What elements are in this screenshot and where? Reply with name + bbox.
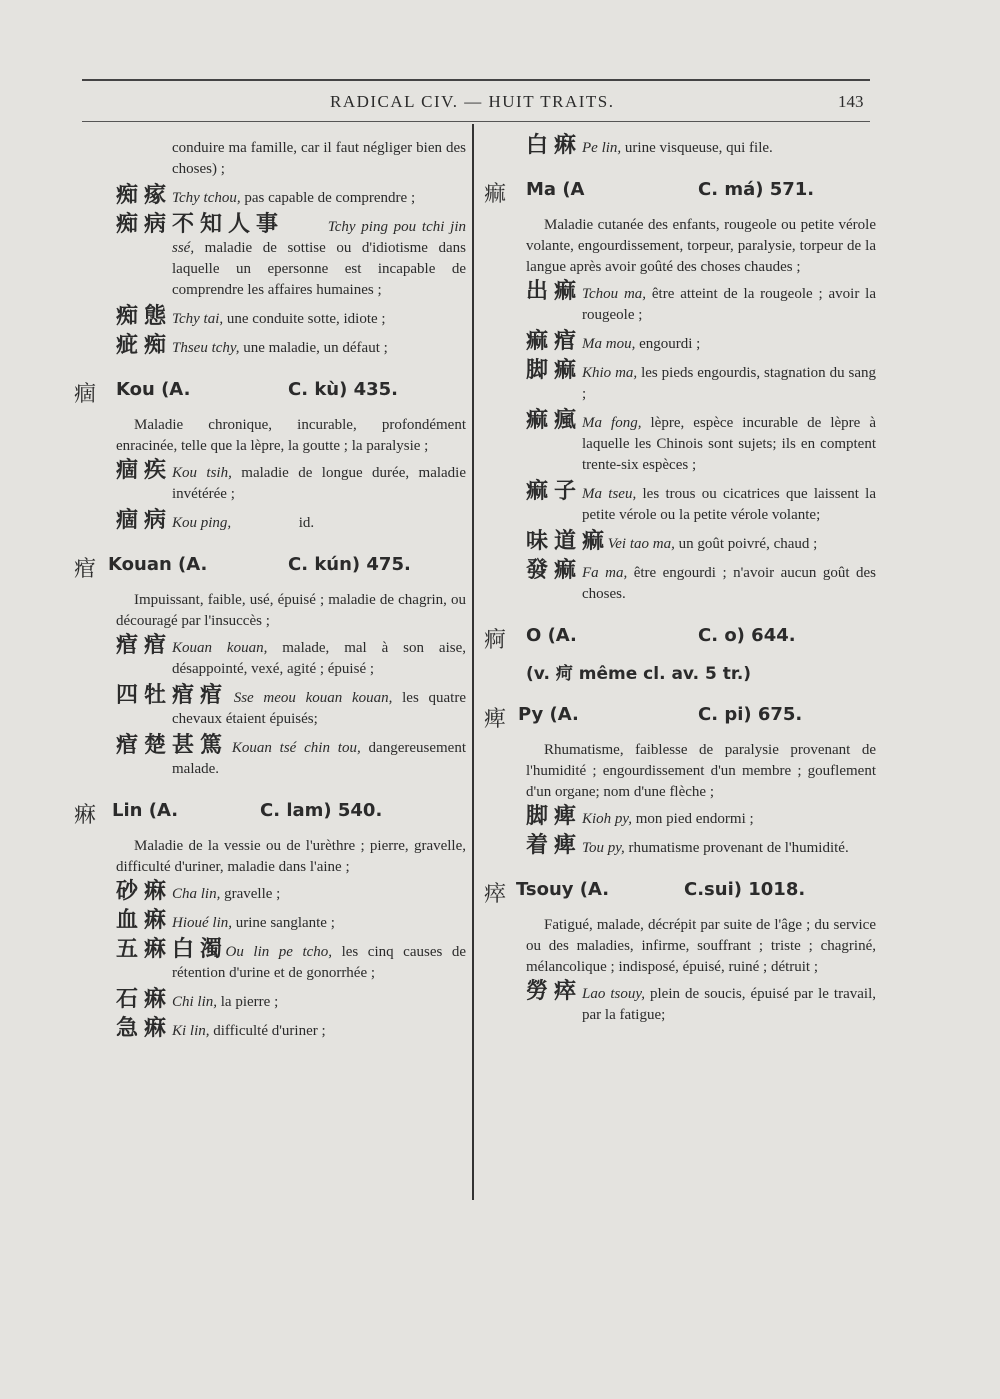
gloss: urine visqueuse, qui file. — [624, 140, 773, 156]
compound-chars: 發痲 — [526, 558, 583, 583]
compound-chars: 痴態 — [116, 304, 173, 329]
compound-chars: 出痲 — [526, 279, 583, 304]
head-character: 痳 — [74, 803, 97, 828]
compound-chars: 痲痯 — [526, 329, 583, 354]
compound-entry — [484, 979, 876, 1026]
compound-entry — [74, 458, 466, 505]
head-character: 痯 — [74, 557, 97, 582]
head-code: C. kù) 435. — [288, 379, 399, 400]
compound-entry — [484, 408, 876, 476]
gloss: lèpre, espèce incurable de lèpre à laquelle les Chinois sont sujets; ils en comptent trente-six espèces ; — [582, 415, 876, 473]
gloss: la pierre ; — [220, 994, 279, 1010]
romanization: Kou ping, — [172, 515, 232, 531]
compound-entry — [484, 529, 876, 555]
head-title: O (A. — [526, 625, 577, 646]
compound-chars: 着痺 — [526, 833, 583, 858]
compound-chars: 疵痴 — [116, 333, 173, 358]
gloss: difficulté d'uriner ; — [213, 1023, 326, 1039]
right-column — [484, 133, 877, 1034]
romanization: Ki lin, — [172, 1023, 210, 1039]
cross-reference: (v. 疴 même cl. av. 5 tr.) — [526, 664, 752, 684]
head-character: 痺 — [484, 707, 507, 732]
definition: Maladie cutanée des enfants, rougeole ou petite vérole volante, engourdissement, torpeur, paralysie, torpeur de la langue après avoir goûté des choses chaudes ; — [526, 217, 876, 275]
compound-chars: 痲子 — [526, 479, 583, 504]
romanization: Fa ma, — [582, 565, 628, 581]
romanization: Vei tao ma, — [607, 536, 675, 552]
compound-chars: 痲瘋 — [526, 408, 583, 433]
compound-chars: 痴病不知人事 — [116, 212, 285, 237]
head-title: Py (A. — [518, 704, 579, 725]
romanization: Ma fong, — [582, 415, 642, 431]
gloss: être engourdi ; n'avoir aucun goût des choses. — [582, 565, 877, 602]
compound-entry — [74, 304, 466, 330]
romanization: Lao tsouy, — [582, 986, 645, 1002]
romanization: Thseu tchy, — [172, 340, 240, 356]
compound-chars: 急痳 — [116, 1016, 173, 1041]
compound-entry — [74, 183, 466, 209]
gloss: une conduite sotte, idiote ; — [226, 311, 386, 327]
head-code: C. pi) 675. — [698, 704, 803, 725]
head-title: Ma (A — [526, 179, 585, 200]
compound-entry — [484, 804, 876, 830]
compound-entry — [484, 479, 876, 526]
compound-entry — [484, 358, 876, 405]
gloss: être atteint de la rougeole ; avoir la rougeole ; — [582, 286, 876, 323]
gloss: dangereusement malade. — [172, 740, 467, 777]
gloss: les cinq causes de rétention d'urine et de gonorrhée ; — [172, 944, 467, 981]
gloss: un goût poivré, chaud ; — [678, 536, 818, 552]
head-character: 痼 — [74, 382, 97, 407]
compound-chars: 血痳 — [116, 908, 173, 933]
compound-chars: 味道痲 — [526, 529, 611, 554]
compound-chars: 石痳 — [116, 987, 173, 1012]
page-number: 143 — [838, 92, 864, 111]
romanization: Ma tseu, — [582, 486, 637, 502]
gloss: gravelle ; — [224, 886, 281, 902]
gloss: mon pied endormi ; — [635, 811, 754, 827]
gloss: engourdi ; — [639, 336, 701, 352]
head-title: Kouan (A. — [108, 554, 208, 575]
gloss: les trous ou cicatrices que laissent la petite vérole ou la petite vérole volante; — [582, 486, 876, 523]
romanization: Kouan kouan, — [172, 640, 268, 656]
compound-entry — [484, 558, 877, 605]
romanization: Tchou ma, — [582, 286, 647, 302]
romanization: Ou lin pe tcho, — [225, 944, 333, 960]
compound-entry — [74, 333, 466, 359]
compound-chars: 痼疾 — [116, 458, 173, 483]
header-rule-top — [82, 79, 870, 81]
compound-entry — [74, 1016, 466, 1042]
romanization: Pe lin, — [582, 140, 622, 156]
head-code: C. má) 571. — [698, 179, 815, 200]
compound-chars: 勞瘁 — [526, 979, 583, 1004]
romanization: Tchy ping pou tchi jin ssé, — [172, 219, 467, 256]
compound-chars: 痯痯 — [116, 633, 173, 658]
compound-entry — [484, 329, 876, 355]
gloss: maladie de longue durée, maladie invétérée ; — [172, 465, 466, 502]
head-title: Lin (A. — [112, 800, 179, 821]
running-header: RADICAL CIV. — HUIT TRAITS. — [330, 92, 615, 111]
definition: Maladie de la vessie ou de l'urèthre ; pierre, gravelle, difficulté d'uriner, maladie dans l'aine ; — [116, 838, 466, 875]
column-divider — [472, 124, 474, 1200]
entry-heading-py — [484, 702, 876, 732]
romanization: Kioh py, — [582, 811, 633, 827]
romanization: Sse meou kouan kouan, — [233, 690, 393, 706]
gloss: une maladie, un défaut ; — [243, 340, 388, 356]
definition: Rhumatisme, faiblesse de paralysie provenant de l'humidité ; engourdissement d'un membre ; gouflement d'un organe; nom d'une flèche ; — [526, 742, 876, 800]
compound-entry — [74, 733, 467, 780]
romanization: Kouan tsé chin tou, — [231, 740, 361, 756]
compound-entry — [74, 683, 466, 730]
compound-chars: 脚痺 — [526, 804, 583, 829]
entry-heading-kou — [74, 377, 466, 407]
entry-heading-ma — [484, 177, 876, 207]
compound-chars: 痼病 — [116, 508, 173, 533]
head-code: C. kún) 475. — [288, 554, 411, 575]
gloss: rhumatisme provenant de l'humidité. — [628, 840, 849, 856]
gloss: pas capable de comprendre ; — [244, 190, 416, 206]
compound-entry — [484, 833, 876, 859]
header-rule-bottom — [82, 121, 870, 122]
romanization: Ma mou, — [582, 336, 636, 352]
romanization: Khio ma, — [582, 365, 638, 381]
gloss: urine sanglante ; — [235, 915, 335, 931]
romanization: Tchy tchou, — [172, 190, 241, 206]
romanization: Chi lin, — [172, 994, 218, 1010]
compound-entry — [74, 987, 466, 1013]
romanization: Tou py, — [582, 840, 625, 856]
compound-entry — [484, 133, 876, 159]
romanization: Hioué lin, — [172, 915, 232, 931]
compound-chars: 砂痳 — [116, 879, 173, 904]
entry-heading-tsouy — [484, 877, 876, 907]
head-character: 痾 — [484, 628, 507, 653]
entry-heading-lin — [74, 798, 466, 828]
definition: Fatigué, malade, décrépit par suite de l'âge ; du service ou des maladies, infirme, souffrant ; triste ; chagriné, mélancolique ; indisposé, épuisé, ruiné ; détruit ; — [526, 917, 876, 975]
left-column — [74, 138, 466, 1050]
entry-heading-kouan — [74, 552, 466, 582]
gloss: id. — [298, 515, 315, 531]
head-code: C. o) 644. — [698, 625, 796, 646]
compound-entry — [74, 879, 466, 905]
continuation-text: conduire ma famille, car il faut négliger bien des choses) ; — [172, 140, 466, 177]
gloss: plein de soucis, épuisé par le travail, par la fatigue; — [582, 986, 876, 1023]
definition: Maladie chronique, incurable, profondément enracinée, telle que la lèpre, la goutte ; la paralysie ; — [116, 417, 466, 454]
romanization: Kou tsih, — [172, 465, 232, 481]
compound-entry — [74, 937, 467, 984]
compound-chars: 五痳白濁 — [116, 937, 229, 962]
compound-chars: 痴瘃 — [116, 183, 173, 208]
gloss: maladie de sottise ou d'idiotisme dans laquelle un epersonne est incapable de comprendre les affaires humaines ; — [172, 240, 467, 298]
romanization: Cha lin, — [172, 886, 221, 902]
compound-chars: 痯楚甚篤 — [116, 733, 229, 758]
gloss: malade, mal à son aise, désappointé, vexé, agité ; épuisé ; — [172, 640, 467, 677]
compound-chars: 白痳 — [526, 133, 583, 158]
head-character: 痲 — [484, 182, 507, 207]
compound-entry — [74, 908, 466, 934]
head-code: C.sui) 1018. — [684, 879, 806, 900]
head-title: Tsouy (A. — [516, 879, 610, 900]
compound-chars: 脚痲 — [526, 358, 583, 383]
definition: Impuissant, faible, usé, épuisé ; maladie de chagrin, ou découragé par l'insuccès ; — [116, 592, 466, 629]
compound-chars: 四牡痯痯 — [116, 683, 229, 708]
head-title: Kou (A. — [116, 379, 191, 400]
gloss: les pieds engourdis, stagnation du sang ; — [582, 365, 876, 402]
compound-entry — [74, 633, 467, 680]
head-character: 瘁 — [484, 882, 507, 907]
compound-entry — [74, 212, 467, 301]
compound-entry — [74, 508, 466, 534]
romanization: Tchy tai, — [172, 311, 224, 327]
compound-entry — [484, 279, 876, 326]
head-code: C. lam) 540. — [260, 800, 383, 821]
entry-heading-o — [484, 623, 876, 653]
gloss: les quatre chevaux étaient épuisés; — [172, 690, 466, 727]
